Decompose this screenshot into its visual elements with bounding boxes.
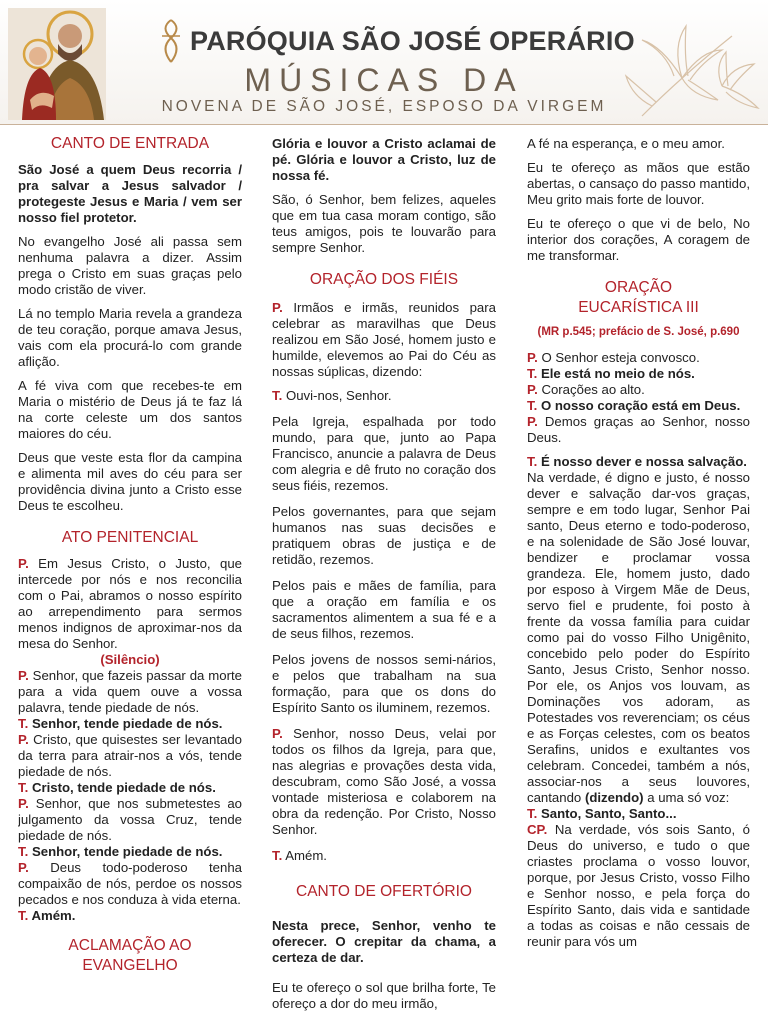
ato-priest-4-text: Senhor, que nos submetestes ao julgamento da vossa Cruz, tende piedade de nós. — [18, 796, 242, 843]
section-title-oracao-fieis: ORAÇÃO DOS FIÉIS — [309, 271, 459, 288]
section-title-ofertorio: CANTO DE OFERTÓRIO — [296, 883, 472, 900]
all-marker: T. — [18, 716, 29, 731]
entrada-refrain: São José a quem Deus recorria / pra salvar a Jesus salvador / protegeste Jesus e Maria / vem ser nosso fiel protetor. — [18, 162, 242, 225]
priest-marker: P. — [18, 860, 29, 875]
gloria-refrain: Glória e louvor a Cristo aclamai de pé. Glória e louvor a Cristo, luz de nossa fé. — [272, 136, 496, 183]
cp-marker: CP. — [527, 822, 548, 837]
dialog-priest-3 — [527, 414, 750, 446]
ofertorio-refrain: Nesta prece, Senhor, venho te oferecer. O crepitar da chama, a certeza de dar. — [272, 918, 496, 965]
ofertorio-line: A fé na esperança, e o meu amor. — [527, 136, 725, 151]
fieis-amen-text: Amém. — [285, 848, 327, 863]
ato-all-4 — [18, 908, 242, 924]
dizendo-note: (dizendo) — [584, 790, 644, 805]
priest-marker: P. — [527, 382, 538, 397]
entrada-verse-1: No evangelho José ali passa sem nenhuma palavra a dizer. Assim prega o Cristo em suas graças pelo modo cristão de viver. — [18, 234, 242, 297]
document-subtitle: NOVENA DE SÃO JOSÉ, ESPOSO DA VIRGEM — [161, 98, 607, 115]
page-header — [0, 0, 768, 124]
document-title: MÚSICAS DA — [244, 62, 524, 98]
column-1 — [18, 124, 242, 1024]
dialog-priest-3-text: Demos graças ao Senhor, nosso Deus. — [527, 414, 750, 445]
section-title-aclamacao: ACLAMAÇÃO AO EVANGELHO — [68, 937, 192, 974]
section-title-oracao-eucaristica-2: EUCARÍSTICA III — [578, 299, 699, 316]
entrada-verse-2: Lá no templo Maria revela a grandeza de teu coração, porque amava Jesus, vais com ela procurá-lo com grande aflição. — [18, 306, 242, 369]
preface-end: a uma só voz: — [647, 790, 730, 805]
all-marker: T. — [272, 388, 283, 403]
missal-reference: (MR p.545; prefácio de S. José, p.690 — [537, 326, 740, 338]
ato-all-3 — [18, 844, 242, 860]
all-marker: T. — [527, 454, 538, 469]
dialog-all-2 — [527, 398, 750, 414]
sanctus-text: Santo, Santo, Santo... — [540, 806, 677, 821]
all-marker: T. — [527, 398, 538, 413]
ofertorio-verse-2: Eu te ofereço as mãos que estão abertas, o cansaço do passo mantido, Meu grito mais forte de louvor. — [527, 160, 750, 207]
fieis-closing — [272, 726, 496, 838]
all-marker: T. — [527, 806, 538, 821]
priest-marker: P. — [527, 414, 538, 429]
priest-marker: P. — [18, 556, 29, 571]
dialog-all-1-text: Ele está no meio de nós. — [540, 366, 695, 381]
ato-priest-5-text: Deus todo-poderoso tenha compaixão de nós, perdoe os nossos pecados e nos conduza à vida eterna. — [18, 860, 242, 907]
priest-marker: P. — [18, 668, 29, 683]
priest-marker: P. — [527, 350, 538, 365]
dialog-priest-2-text: Corações ao alto. — [541, 382, 645, 397]
entrada-verse-3: A fé viva com que recebes-te em Maria o mistério de Deus já te faz lá na corte celeste um dos santos maiores do céu. — [18, 378, 242, 441]
ofertorio-verse: Eu te ofereço o sol que brilha forte, Te ofereço a dor do meu irmão, — [272, 980, 496, 1011]
ato-all-4-text: Amém. — [31, 908, 76, 923]
all-marker: T. — [272, 848, 283, 863]
priest-marker: P. — [272, 726, 283, 741]
fieis-amen — [272, 848, 496, 864]
lily-flower-icon — [622, 16, 762, 120]
fieis-intro — [272, 300, 496, 380]
sanctus-line — [527, 806, 750, 822]
ofertorio-verse-3: Eu te ofereço o que vi de belo, No interior dos corações, A coragem de me transformar. — [527, 216, 750, 263]
parish-logo-icon — [158, 18, 184, 64]
ato-priest-1-text: Em Jesus Cristo, o Justo, que intercede por nós e nos reconcilia com o Pai, abramos o nosso espírito ao arrependimento para sermos menos indignos de aproximar-nos da mesa do Senhor. — [18, 556, 242, 651]
preface-text — [527, 470, 750, 806]
dialog-all-2-text: O nosso coração está em Deus. — [540, 398, 741, 413]
all-marker: T. — [18, 908, 29, 923]
all-marker: T. — [527, 366, 538, 381]
ato-priest-1 — [18, 556, 242, 652]
column-3 — [527, 124, 750, 1024]
ato-priest-2-text: Senhor, que fazeis passar da morte para a vida quem ouve a vossa palavra, tende piedade de nós. — [18, 668, 242, 715]
fieis-intention-2: Pelos governantes, para que sejam humanos nas suas decisões e pratiquem obras de justiça e de retidão, rezemos. — [272, 504, 496, 567]
gloria-verse: São, ó Senhor, bem felizes, aqueles que em tua casa moram contigo, são teus amigos, pois te louvarão para sempre Senhor. — [272, 192, 496, 255]
all-marker: T. — [18, 780, 29, 795]
ato-all-2 — [18, 780, 242, 796]
silence-note: (Silêncio) — [100, 652, 160, 667]
ato-priest-5 — [18, 860, 242, 908]
fieis-intention-4: Pelos jovens de nossos semi-nários, e pelos que trabalham na sua formação, para que os dons do Espírito Santo os iluminem, rezemos. — [272, 652, 496, 715]
dialog-priest-1 — [527, 350, 750, 366]
cp-body: Na verdade, vós sois Santo, ó Deus do universo, e tudo o que criastes proclama o vosso louvor, porque, por Jesus Cristo, vosso Filho e Senhor nosso, e pela força do Espírito Santo, dais vida e santidade a todas as coisas e não cessais de reunir para vós um — [527, 822, 750, 949]
dialog-all-3-text: É nosso dever e nossa salvação. — [540, 454, 747, 469]
priest-marker: P. — [18, 796, 29, 811]
section-title-ato-penitencial: ATO PENITENCIAL — [61, 529, 199, 546]
ato-priest-4 — [18, 796, 242, 844]
ato-priest-2 — [18, 668, 242, 716]
parish-name: PARÓQUIA SÃO JOSÉ OPERÁRIO — [190, 26, 635, 56]
fieis-intention-1: Pela Igreja, espalhada por todo mundo, para que, junto ao Papa Francisco, anuncie a palavra de Deus com alegria e dê fruto no coração dos seus fiéis, rezemos. — [272, 414, 496, 493]
section-title-canto-entrada: CANTO DE ENTRADA — [50, 135, 210, 152]
fieis-closing-text: Senhor, nosso Deus, velai por todos os filhos da Igreja, para que, nas alegrias e provações desta vida, descubram, como São José, a vossa vontade misteriosa e colaborem na obra da redenção. Por Cristo, Nosso Senhor. — [272, 726, 496, 837]
ato-all-3-text: Senhor, tende piedade de nós. — [31, 844, 223, 859]
entrada-verse-4: Deus que veste esta flor da campina e alimenta mil aves do céu para ser providência divina junto a Cristo esse Deus te escolheu. — [18, 450, 242, 513]
section-title-oracao-eucaristica-1: ORAÇÃO — [604, 279, 673, 296]
priest-marker: P. — [18, 732, 29, 747]
column-2 — [272, 124, 496, 1024]
fieis-intention-3: Pelos pais e mães de família, para que a oração em família e os sacramentos alimentem a sua fé e a de seus filhos, rezemos. — [272, 578, 496, 641]
cp-text — [527, 822, 750, 950]
ato-priest-3 — [18, 732, 242, 780]
fieis-response — [272, 388, 496, 404]
ato-all-2-text: Cristo, tende piedade de nós. — [31, 780, 216, 795]
ato-priest-3-text: Cristo, que quisestes ser levantado da terra para atrair-nos a vós, tende piedade de nós. — [18, 732, 242, 779]
dialog-priest-1-text: O Senhor esteja convosco. — [541, 350, 700, 365]
all-marker: T. — [18, 844, 29, 859]
preface-body: Na verdade, é digno e justo, é nosso dever e salvação dar-vos graças, sempre e em todo lugar, Senhor Pai santo, Deus eterno e todo-poderoso, e na solenidade de São José louvar, bendizer e proclamar vossa grandeza. Ele, homem justo, dado por esposo à Virgem Mãe de Deus, servo fiel e prudente, foi posto à frente da vossa família para cuidar como pai do vosso Filho Unigênito, concebido pelo poder do Espírito Santo, Jesus Cristo, Senhor nosso. Por ele, os Anjos vos louvam, as Dominações vos adoram, as Potestades vos reverenciam; os céus e as Forças celestes, com os beatos Serafins, unidos e exultantes vos celebram. Concedei, também a nós, associar-nos a seus louvores, cantando — [527, 470, 750, 805]
priest-marker: P. — [272, 300, 283, 315]
fieis-intro-text: Irmãos e irmãs, reunidos para celebrar as maravilhas que Deus realizou em São José, homem justo e humilde, elevemos ao Pai do Céu as nossas súplicas, dizendo: — [272, 300, 496, 379]
dialog-all-1 — [527, 366, 750, 382]
dialog-all-3 — [527, 454, 750, 470]
ato-all-1-text: Senhor, tende piedade de nós. — [31, 716, 223, 731]
ato-all-1 — [18, 716, 242, 732]
fieis-response-text: Ouvi-nos, Senhor. — [285, 388, 392, 403]
dialog-priest-2 — [527, 382, 750, 398]
